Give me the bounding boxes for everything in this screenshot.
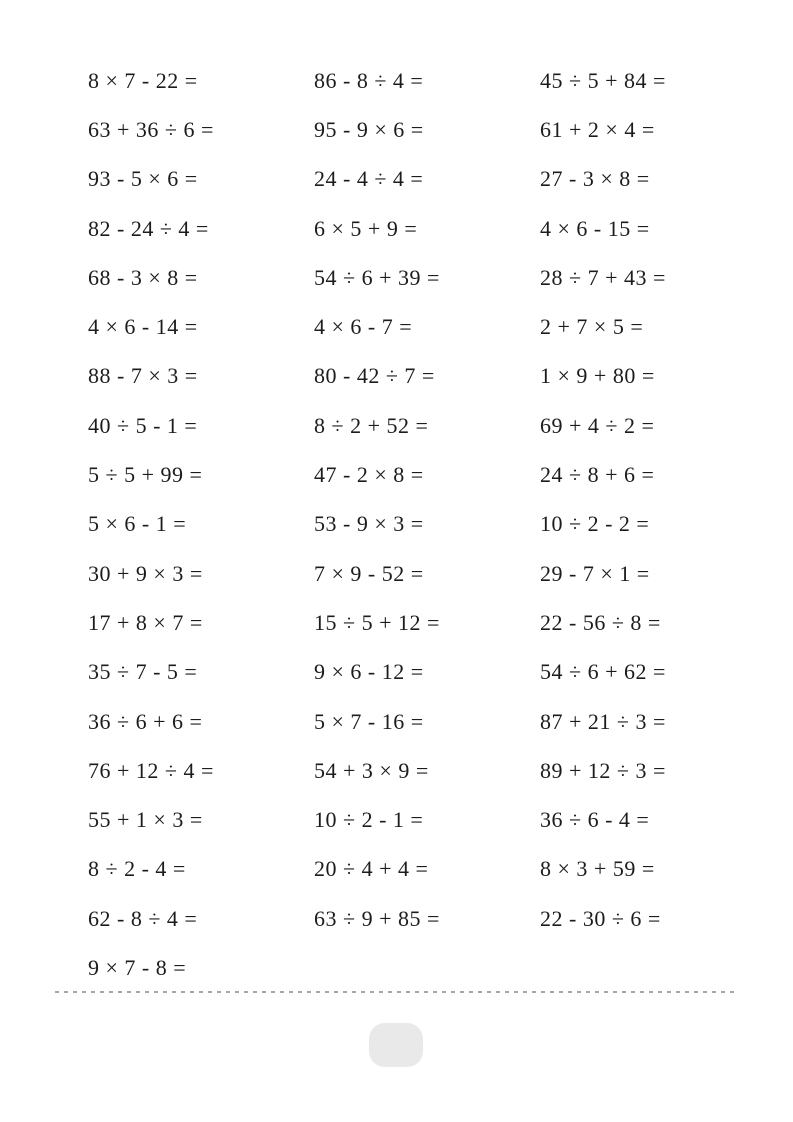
math-problem: 61 + 2 × 4 =	[540, 116, 655, 142]
math-problem: 88 - 7 × 3 =	[88, 363, 198, 389]
math-problem: 1 × 9 + 80 =	[540, 363, 655, 389]
math-problem: 17 + 8 × 7 =	[88, 609, 203, 635]
math-problem: 8 ÷ 2 + 52 =	[314, 412, 429, 438]
math-problem: 36 ÷ 6 + 6 =	[88, 708, 203, 734]
math-problem: 36 ÷ 6 - 4 =	[540, 807, 650, 833]
math-problem: 82 - 24 ÷ 4 =	[88, 215, 209, 241]
math-problem: 28 ÷ 7 + 43 =	[540, 264, 666, 290]
math-problem: 45 ÷ 5 + 84 =	[540, 67, 666, 93]
math-problem: 54 ÷ 6 + 39 =	[314, 264, 440, 290]
math-problem: 8 × 7 - 22 =	[88, 67, 198, 93]
math-problem: 63 ÷ 9 + 85 =	[314, 905, 440, 931]
math-problem: 4 × 6 - 14 =	[88, 314, 198, 340]
math-problem: 93 - 5 × 6 =	[88, 166, 198, 192]
math-problem: 29 - 7 × 1 =	[540, 560, 650, 586]
math-problem: 87 + 21 ÷ 3 =	[540, 708, 666, 734]
math-problem: 95 - 9 × 6 =	[314, 116, 424, 142]
math-problem: 53 - 9 × 3 =	[314, 511, 424, 537]
math-problem: 9 × 6 - 12 =	[314, 659, 424, 685]
math-problem: 22 - 56 ÷ 8 =	[540, 609, 661, 635]
problem-column-middle	[314, 56, 440, 943]
footer-pill	[369, 1023, 423, 1067]
math-problem: 8 × 3 + 59 =	[540, 856, 655, 882]
math-problem: 62 - 8 ÷ 4 =	[88, 905, 198, 931]
math-problem: 5 × 7 - 16 =	[314, 708, 424, 734]
math-problem: 63 + 36 ÷ 6 =	[88, 116, 214, 142]
math-problem: 35 ÷ 7 - 5 =	[88, 659, 198, 685]
math-problem: 7 × 9 - 52 =	[314, 560, 424, 586]
math-problem: 10 ÷ 2 - 2 =	[540, 511, 650, 537]
math-problem: 55 + 1 × 3 =	[88, 807, 203, 833]
math-problem: 10 ÷ 2 - 1 =	[314, 807, 424, 833]
math-problem: 76 + 12 ÷ 4 =	[88, 757, 214, 783]
math-problem: 20 ÷ 4 + 4 =	[314, 856, 429, 882]
dashed-cut-line	[55, 991, 737, 993]
math-problem: 27 - 3 × 8 =	[540, 166, 650, 192]
math-problem: 9 × 7 - 8 =	[88, 954, 187, 980]
problem-column-right	[540, 56, 666, 943]
math-problem: 47 - 2 × 8 =	[314, 462, 424, 488]
math-problem: 5 × 6 - 1 =	[88, 511, 187, 537]
math-problem: 24 ÷ 8 + 6 =	[540, 462, 655, 488]
math-problem: 22 - 30 ÷ 6 =	[540, 905, 661, 931]
math-problem: 8 ÷ 2 - 4 =	[88, 856, 186, 882]
math-problem: 69 + 4 ÷ 2 =	[540, 412, 655, 438]
math-problem: 2 + 7 × 5 =	[540, 314, 644, 340]
math-problem: 54 + 3 × 9 =	[314, 757, 429, 783]
math-problem: 24 - 4 ÷ 4 =	[314, 166, 424, 192]
math-problem: 4 × 6 - 7 =	[314, 314, 413, 340]
math-problem: 68 - 3 × 8 =	[88, 264, 198, 290]
math-problem: 30 + 9 × 3 =	[88, 560, 203, 586]
math-problem: 86 - 8 ÷ 4 =	[314, 67, 424, 93]
math-problem: 89 + 12 ÷ 3 =	[540, 757, 666, 783]
math-problem: 4 × 6 - 15 =	[540, 215, 650, 241]
math-problem: 6 × 5 + 9 =	[314, 215, 418, 241]
math-problem: 80 - 42 ÷ 7 =	[314, 363, 435, 389]
math-problem: 15 ÷ 5 + 12 =	[314, 609, 440, 635]
math-problem: 40 ÷ 5 - 1 =	[88, 412, 198, 438]
math-problem: 5 ÷ 5 + 99 =	[88, 462, 203, 488]
problem-column-left	[88, 56, 214, 993]
math-problem: 54 ÷ 6 + 62 =	[540, 659, 666, 685]
